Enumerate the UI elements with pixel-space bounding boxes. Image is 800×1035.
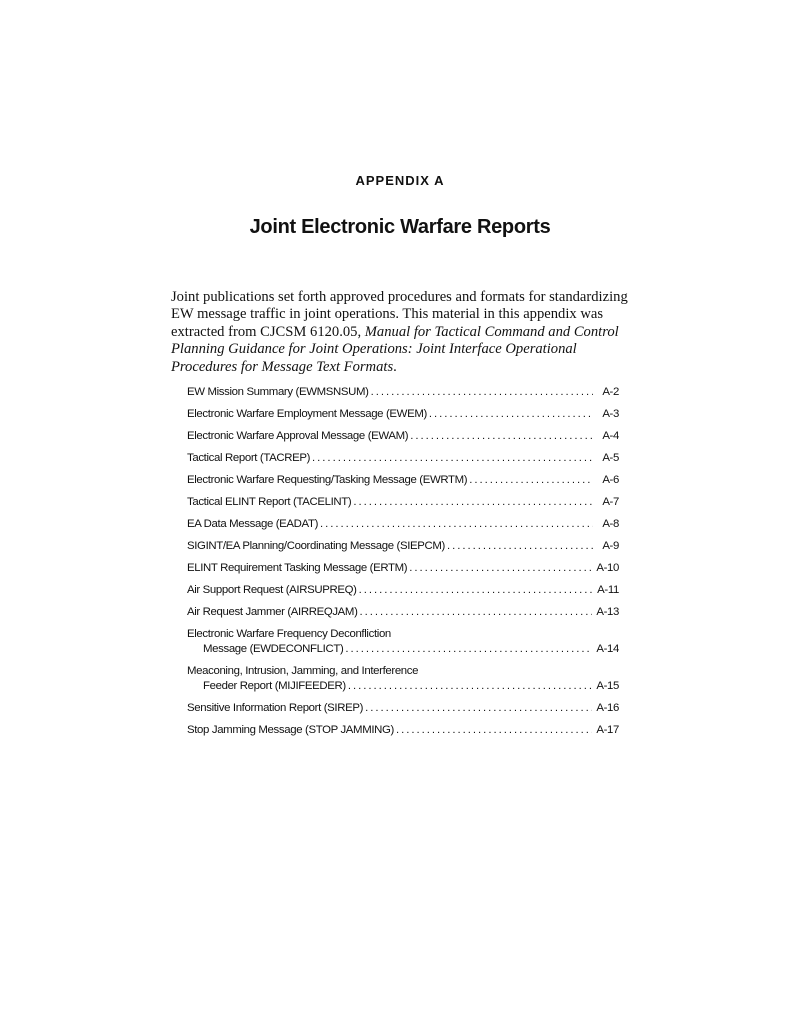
toc-entry-title: Tactical Report (TACREP): [187, 452, 311, 464]
dot-leader: [360, 605, 593, 620]
toc-entry[interactable]: [187, 627, 619, 657]
toc-entry[interactable]: [187, 517, 619, 532]
toc-entry-line: [187, 451, 619, 466]
dot-leader: [348, 679, 593, 694]
toc-entry-title: EA Data Message (EADAT): [187, 518, 319, 530]
toc-entry[interactable]: [187, 723, 619, 738]
toc-entry-line: [187, 407, 619, 422]
toc-entry-line: [187, 605, 619, 620]
toc-entry[interactable]: [187, 495, 619, 510]
dot-leader: [371, 385, 593, 400]
dot-leader: [447, 539, 593, 554]
intro-manual-title: Manual for Tactical Command and Control Planning Guidance for Joint Operations: Joint Interface Operational Procedures for Message Text Formats: [171, 323, 619, 375]
toc-entry-line: [187, 539, 619, 554]
toc-entry-page: A-2: [602, 386, 619, 398]
toc-entry-page: A-10: [596, 562, 619, 574]
toc-entry-line: [187, 473, 619, 488]
appendix-label: APPENDIX A: [355, 173, 445, 188]
dot-leader: [312, 451, 593, 466]
toc-entry-title: Electronic Warfare Frequency Deconfliction: [187, 628, 391, 640]
toc-entry[interactable]: [187, 451, 619, 466]
toc-entry-line: [187, 701, 619, 716]
dot-leader: [469, 473, 593, 488]
toc-entry[interactable]: [187, 429, 619, 444]
intro-text: Joint publications set forth approved procedures and formats for standardizing EW message traffic in joint operations. This material in this appendix was extracted from CJCSM 6120.05,: [171, 289, 628, 340]
dot-leader: [410, 429, 593, 444]
toc-entry-line: [187, 495, 619, 510]
toc-entry[interactable]: [187, 385, 619, 400]
toc-entry-page: A-13: [596, 606, 619, 618]
toc-entry[interactable]: [187, 701, 619, 716]
page-title: Joint Electronic Warfare Reports: [249, 216, 551, 238]
dot-leader: [396, 723, 592, 738]
toc-entry-title: Electronic Warfare Employment Message (EWEM): [187, 408, 427, 420]
toc-entry[interactable]: [187, 561, 619, 576]
toc-entry-title: EW Mission Summary (EWMSNSUM): [187, 386, 369, 398]
dot-leader: [365, 701, 592, 716]
toc-entry[interactable]: [187, 539, 619, 554]
toc-entry-page: A-17: [596, 724, 619, 736]
toc-entry-line: [187, 561, 619, 576]
dot-leader: [429, 407, 593, 422]
toc-entry-line: [187, 664, 619, 679]
dot-leader: [409, 561, 592, 576]
toc-entry-page: A-11: [597, 584, 619, 596]
dot-leader: [345, 642, 592, 657]
toc-entry-title: Sensitive Information Report (SIREP): [187, 702, 364, 714]
dot-leader: [320, 517, 593, 532]
toc-entry-page: A-8: [602, 518, 619, 530]
intro-paragraph: [171, 289, 641, 376]
toc-entry-title: Electronic Warfare Approval Message (EWAM): [187, 430, 409, 442]
toc-entry-page: A-5: [602, 452, 619, 464]
toc-entry-page: A-6: [602, 474, 619, 486]
dot-leader: [353, 495, 593, 510]
toc-entry-line: [187, 517, 619, 532]
toc-entry-line: [187, 627, 619, 642]
toc-entry-title-continued: Feeder Report (MIJIFEEDER): [203, 680, 346, 692]
toc-entry-title: Stop Jamming Message (STOP JAMMING): [187, 724, 394, 736]
toc-entry-title: Air Support Request (AIRSUPREQ): [187, 584, 357, 596]
toc-entry[interactable]: [187, 407, 619, 422]
toc-entry-title: Meaconing, Intrusion, Jamming, and Interference: [187, 665, 419, 677]
toc-entry-line: [187, 385, 619, 400]
toc-entry[interactable]: [187, 664, 619, 694]
intro-text-end: .: [393, 358, 397, 375]
toc-entry-title-continued: Message (EWDECONFLICT): [203, 643, 344, 655]
toc-entry[interactable]: [187, 583, 619, 598]
toc-entry-line: [187, 429, 619, 444]
toc-entry-title: Tactical ELINT Report (TACELINT): [187, 496, 352, 508]
table-of-contents: [187, 385, 619, 745]
toc-entry-title: ELINT Requirement Tasking Message (ERTM): [187, 562, 408, 574]
toc-entry[interactable]: [187, 473, 619, 488]
toc-entry-page: A-9: [602, 540, 619, 552]
toc-entry-page: A-14: [596, 643, 619, 655]
toc-entry-page: A-15: [596, 680, 619, 692]
toc-entry[interactable]: [187, 605, 619, 620]
toc-entry-line: [187, 642, 619, 657]
toc-entry-line: [187, 723, 619, 738]
toc-entry-line: [187, 679, 619, 694]
toc-entry-page: A-3: [602, 408, 619, 420]
toc-entry-page: A-7: [602, 496, 619, 508]
toc-entry-page: A-4: [602, 430, 619, 442]
toc-entry-title: Air Request Jammer (AIRREQJAM): [187, 606, 358, 618]
dot-leader: [359, 583, 593, 598]
toc-entry-title: SIGINT/EA Planning/Coordinating Message (SIEPCM): [187, 540, 445, 552]
toc-entry-page: A-16: [596, 702, 619, 714]
toc-entry-title: Electronic Warfare Requesting/Tasking Message (EWRTM): [187, 474, 468, 486]
toc-entry-line: [187, 583, 619, 598]
